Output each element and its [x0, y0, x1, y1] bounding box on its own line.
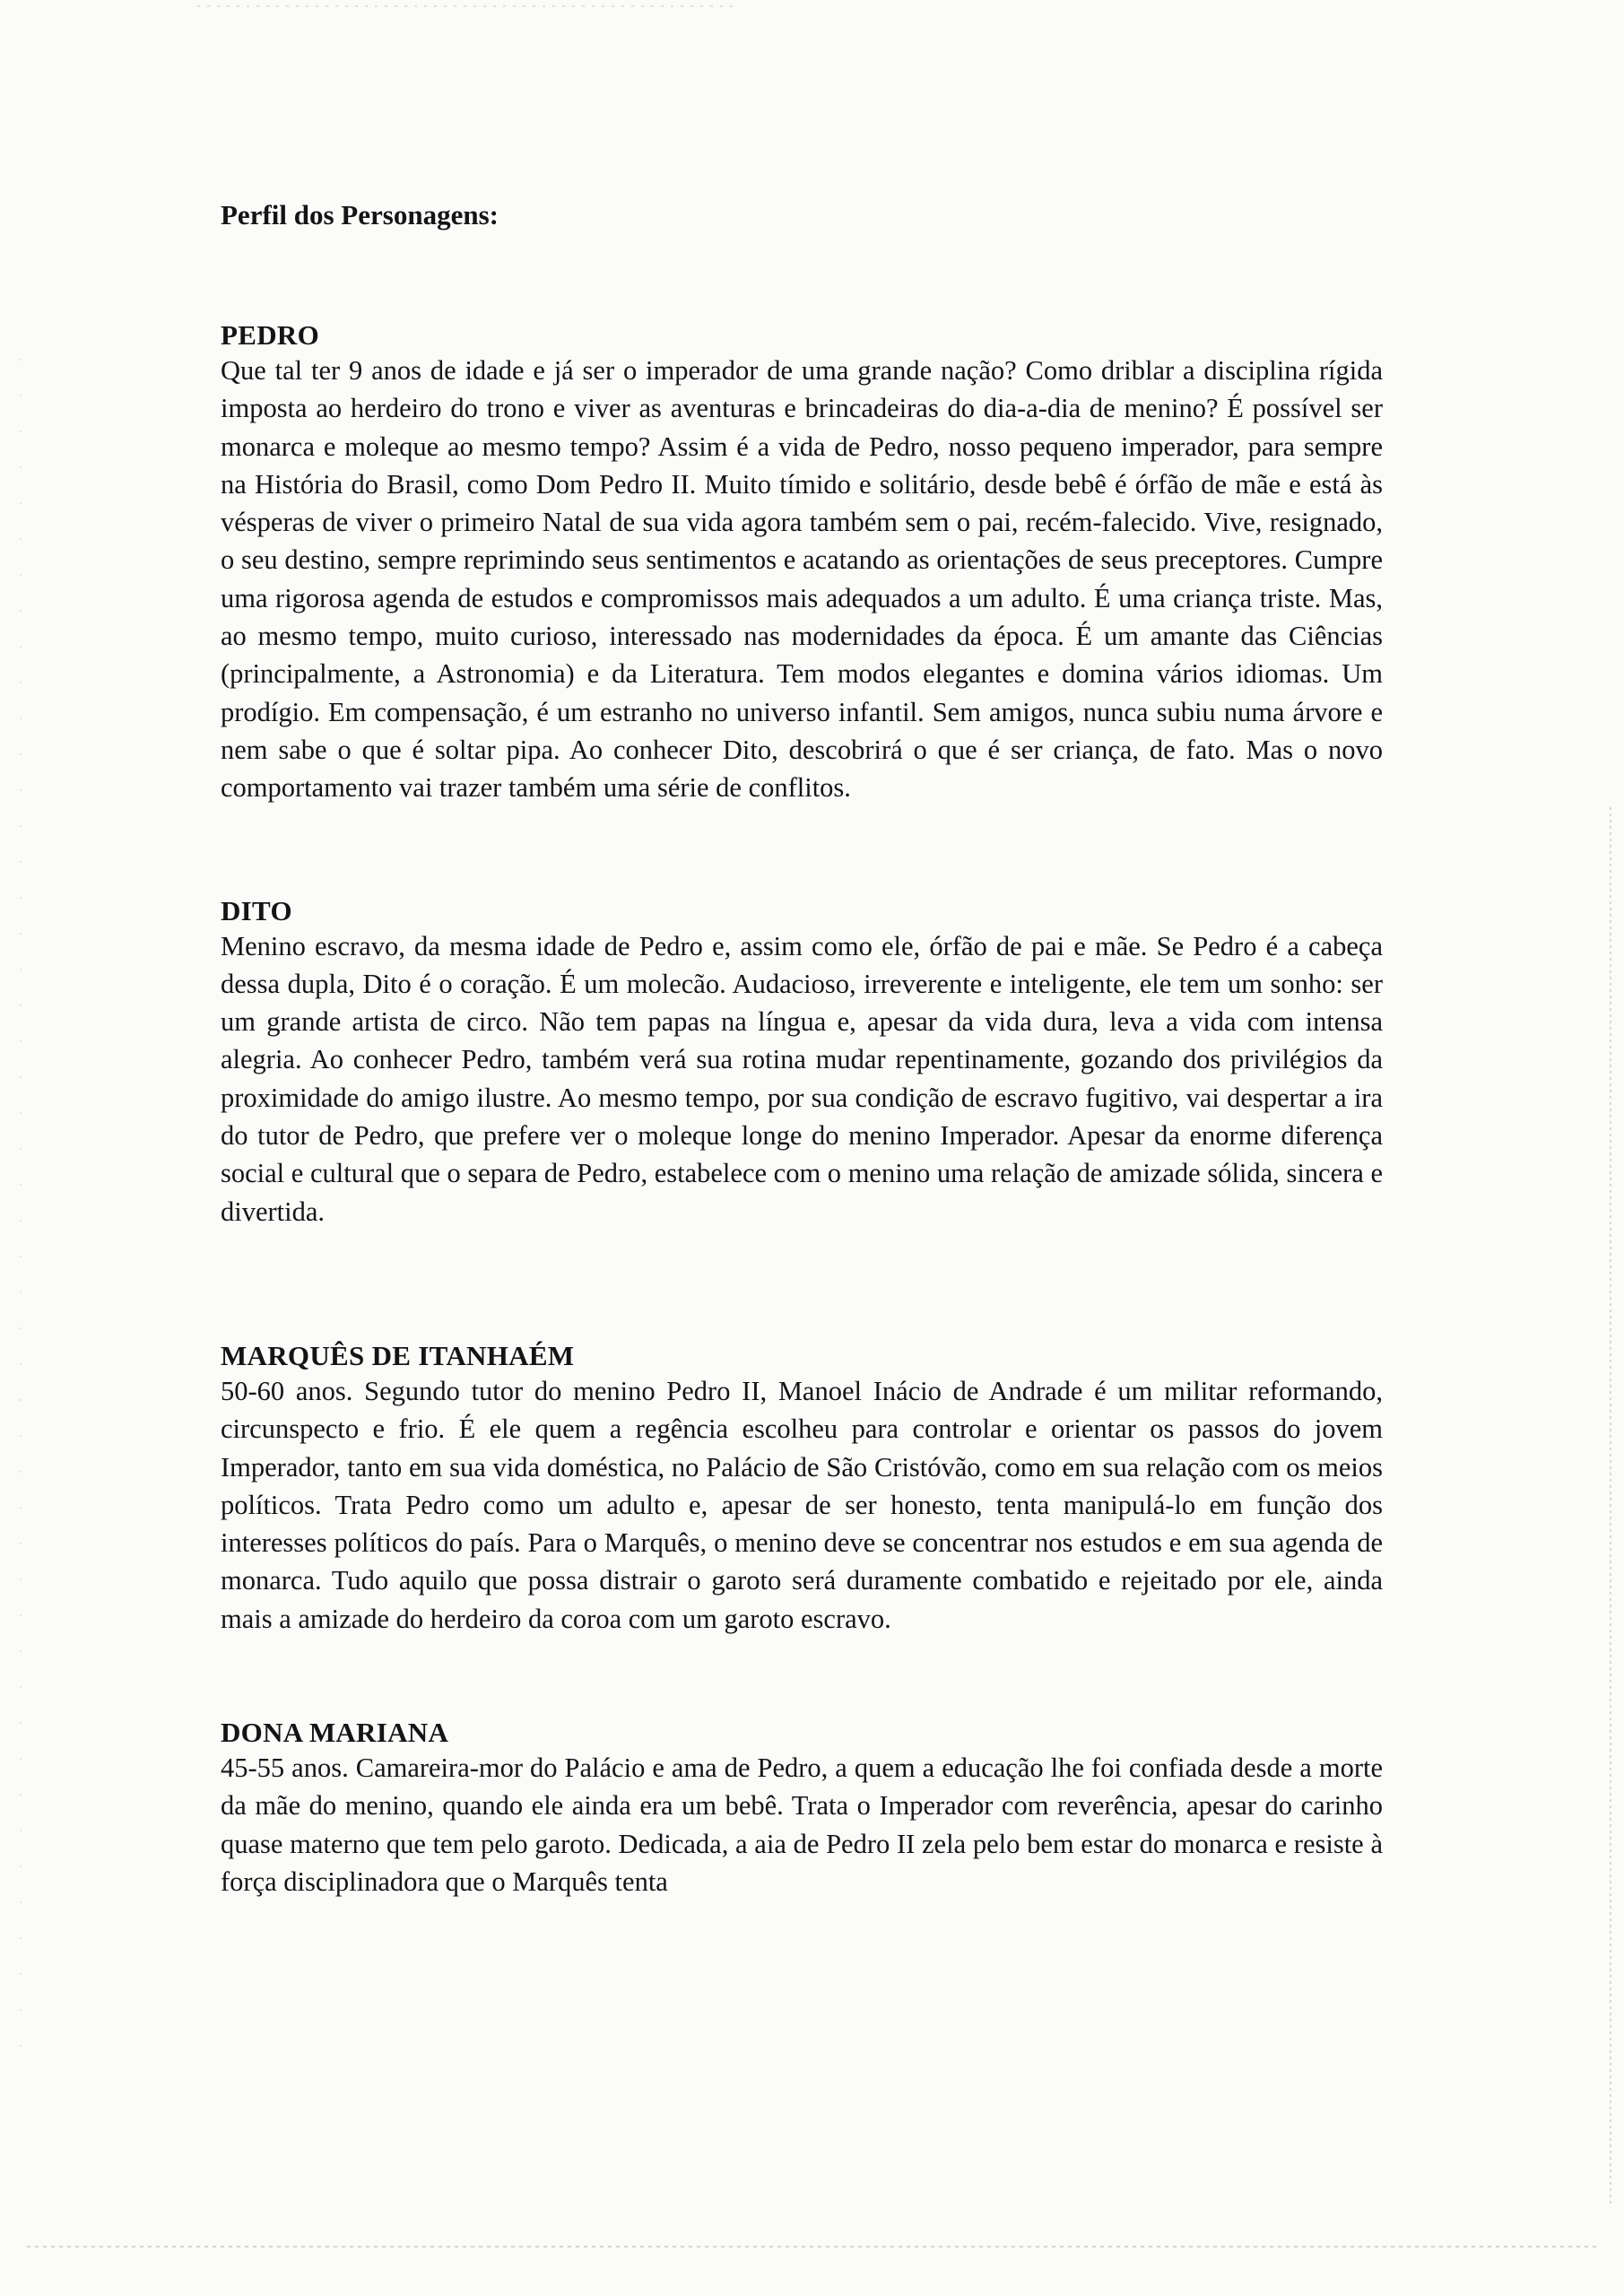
- character-section-pedro: [221, 319, 1383, 807]
- character-profile-dona-mariana: 45-55 anos. Camareira-mor do Palácio e ama de Pedro, a quem a educação lhe foi confiada desde a morte da mãe do menino, quando ele ainda era um bebê. Trata o Imperador com reverência, apesar do carinho quase materno que tem pelo garoto. Dedicada, a aia de Pedro II zela pelo bem estar do monarca e resiste à força disciplinadora que o Marquês tenta: [221, 1752, 1383, 1897]
- character-section-marques: [221, 1340, 1383, 1638]
- character-profile-pedro: Que tal ter 9 anos de idade e já ser o imperador de uma grande nação? Como driblar a disciplina rígida imposta ao herdeiro do trono e viver as aventuras e brincadeiras do dia-a-dia de menino? É possível ser monarca e moleque ao mesmo tempo? Assim é a vida de Pedro, nosso pequeno imperador, para sempre na História do Brasil, como Dom Pedro II. Muito tímido e solitário, desde bebê é órfão de mãe e está às vésperas de viver o primeiro Natal de sua vida agora também sem o pai, recém-falecido. Vive, resignado, o seu destino, sempre reprimindo seus sentimentos e acatando as orientações de seus preceptores. Cumpre uma rigorosa agenda de estudos e compromissos mais adequados a um adulto. É uma criança triste. Mas, ao mesmo tempo, muito curioso, interessado nas modernidades da época. É um amante das Ciências (principalmente, a Astronomia) e da Literatura. Tem modos elegantes e domina vários idiomas. Um prodígio. Em compensação, é um estranho no universo infantil. Sem amigos, nunca subiu numa árvore e nem sabe o que é soltar pipa. Ao conhecer Dito, descobrirá o que é ser criança, de fato. Mas o novo comportamento vai trazer também uma série de conflitos.: [221, 355, 1383, 804]
- character-section-dito: [221, 895, 1383, 1231]
- document-body: [221, 196, 1383, 1900]
- document-title: Perfil dos Personagens:: [221, 199, 499, 230]
- scan-artifact-top: [197, 5, 735, 7]
- character-name-dona-mariana: DONA MARIANA: [221, 1717, 449, 1749]
- scan-artifact-right: [1610, 807, 1611, 2206]
- scan-artifact-left: [20, 359, 22, 2063]
- character-name-pedro: PEDRO: [221, 319, 319, 351]
- character-name-marques: MARQUÊS DE ITANHAÉM: [221, 1339, 575, 1371]
- character-profile-marques: 50-60 anos. Segundo tutor do menino Pedro II, Manoel Inácio de Andrade é um militar reformando, circunspecto e frio. É ele quem a regência escolheu para controlar e orientar os passos do jovem Imperador, tanto em sua vida doméstica, no Palácio de São Cristóvão, como em sua relação com os meios políticos. Trata Pedro como um adulto e, apesar de ser honesto, tenta manipulá-lo em função dos interesses políticos do país. Para o Marquês, o menino deve se concentrar nos estudos e em sua agenda de monarca. Tudo aquilo que possa distrair o garoto será duramente combatido e rejeitado por ele, ainda mais a amizade do herdeiro da coroa com um garoto escravo.: [221, 1375, 1383, 1634]
- scan-artifact-bottom: [27, 2246, 1597, 2248]
- character-name-dito: DITO: [221, 894, 292, 926]
- character-profile-dito: Menino escravo, da mesma idade de Pedro e, assim como ele, órfão de pai e mãe. Se Pedro é a cabeça dessa dupla, Dito é o coração. É um molecão. Audacioso, irreverente e inteligente, ele tem um sonho: ser um grande artista de circo. Não tem papas na língua e, apesar da vida dura, leva a vida com intensa alegria. Ao conhecer Pedro, também verá sua rotina mudar repentinamente, gozando dos privilégios da proximidade do amigo ilustre. Ao mesmo tempo, por sua condição de escravo fugitivo, vai despertar a ira do tutor de Pedro, que prefere ver o moleque longe do menino Imperador. Apesar da enorme diferença social e cultural que o separa de Pedro, estabelece com o menino uma relação de amizade sólida, sincera e divertida.: [221, 930, 1383, 1227]
- character-section-dona-mariana: [221, 1717, 1383, 1900]
